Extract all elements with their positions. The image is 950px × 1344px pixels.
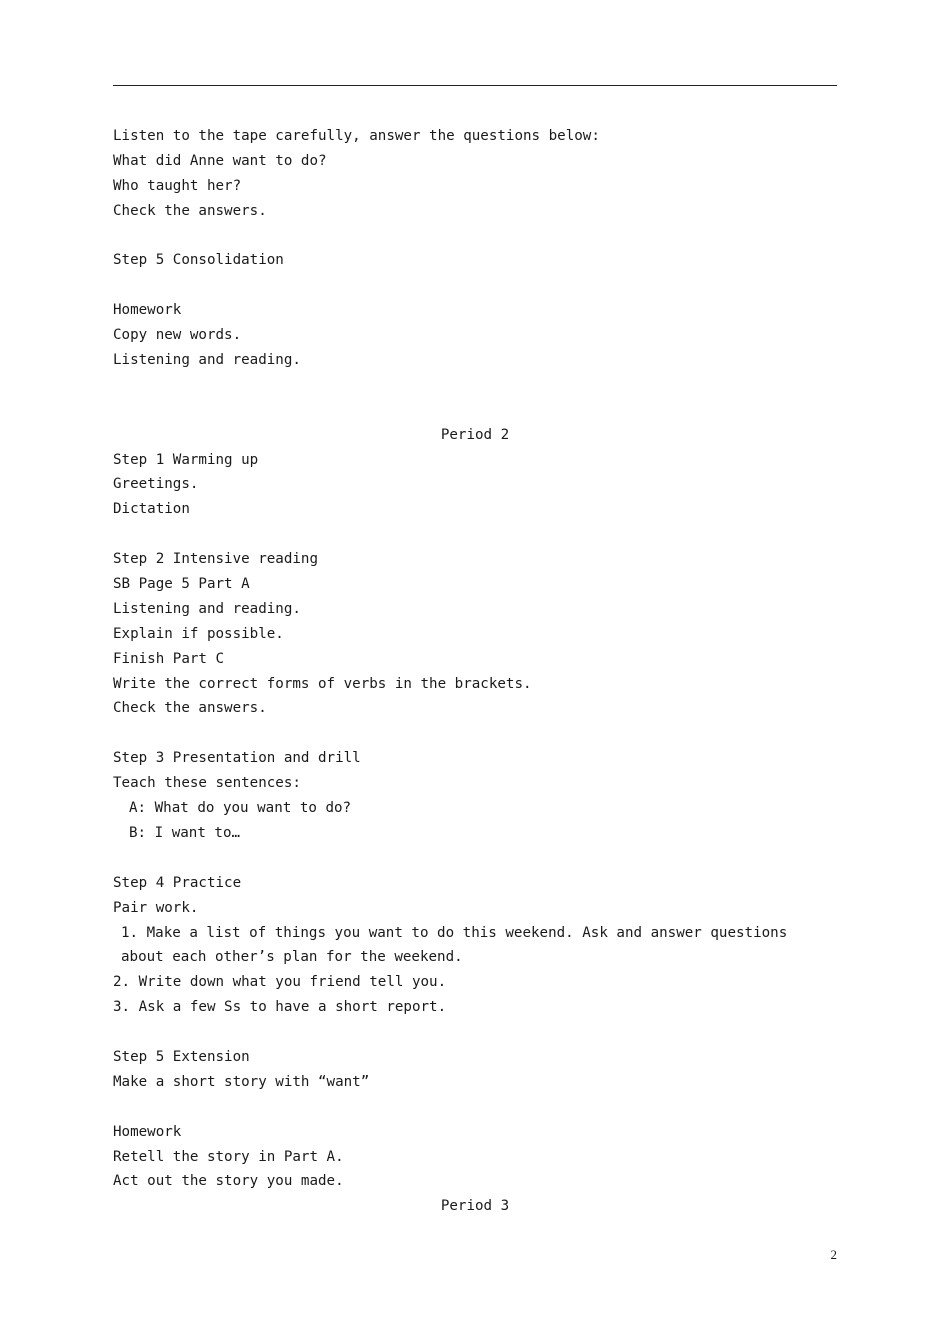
list-item: 1. Make a list of things you want to do this weekend. Ask and answer questions about each other’s plan for the weekend. xyxy=(121,924,788,966)
homework-heading: Homework xyxy=(113,1123,182,1140)
text-line: Act out the story you made. xyxy=(113,1173,344,1190)
blank-line xyxy=(113,1020,837,1045)
blank-line xyxy=(113,373,837,398)
list-item: 3. Ask a few Ss to have a short report. xyxy=(113,999,447,1016)
text-line: Greetings. xyxy=(113,476,199,493)
step-heading: Step 5 Consolidation xyxy=(113,252,284,269)
dialog-line: B: I want to… xyxy=(129,824,241,841)
period-title: Period 2 xyxy=(440,426,510,443)
text-line: Who taught her? xyxy=(113,177,242,194)
list-item: 2. Write down what you friend tell you. xyxy=(113,974,447,991)
blank-line xyxy=(113,522,837,547)
text-line: What did Anne want to do? xyxy=(113,152,327,169)
text-line: Finish Part C xyxy=(113,650,225,667)
step-heading: Step 4 Practice xyxy=(113,874,242,891)
page-number: 2 xyxy=(830,1247,837,1262)
period-title: Period 3 xyxy=(440,1198,510,1215)
text-line: Check the answers. xyxy=(113,700,267,717)
header-rule xyxy=(113,85,837,86)
text-line: Copy new words. xyxy=(113,327,242,344)
text-line: Listening and reading. xyxy=(113,352,301,369)
homework-heading: Homework xyxy=(113,302,182,319)
text-line: Make a short story with “want” xyxy=(113,1073,370,1090)
text-line: Check the answers. xyxy=(113,202,267,219)
document-body xyxy=(113,124,837,1219)
step-heading: Step 5 Extension xyxy=(113,1048,250,1065)
text-line: Listening and reading. xyxy=(113,600,301,617)
step-heading: Step 2 Intensive reading xyxy=(113,551,318,568)
blank-line xyxy=(113,398,837,423)
step-heading: Step 3 Presentation and drill xyxy=(113,750,361,767)
text-line: Write the correct forms of verbs in the brackets. xyxy=(113,675,532,692)
blank-line xyxy=(113,1095,837,1120)
blank-line xyxy=(113,273,837,298)
text-line: Listen to the tape carefully, answer the questions below: xyxy=(113,128,600,144)
text-line: Explain if possible. xyxy=(113,625,284,642)
blank-line xyxy=(113,721,837,746)
text-line: Dictation xyxy=(113,501,190,518)
blank-line xyxy=(113,846,837,871)
text-line: SB Page 5 Part A xyxy=(113,576,250,593)
text-line: Pair work. xyxy=(113,899,199,916)
blank-line xyxy=(113,224,837,249)
text-line: Retell the story in Part A. xyxy=(113,1148,344,1165)
step-heading: Step 1 Warming up xyxy=(113,451,259,468)
dialog-line: A: What do you want to do? xyxy=(129,800,352,817)
text-line: Teach these sentences: xyxy=(113,775,301,792)
